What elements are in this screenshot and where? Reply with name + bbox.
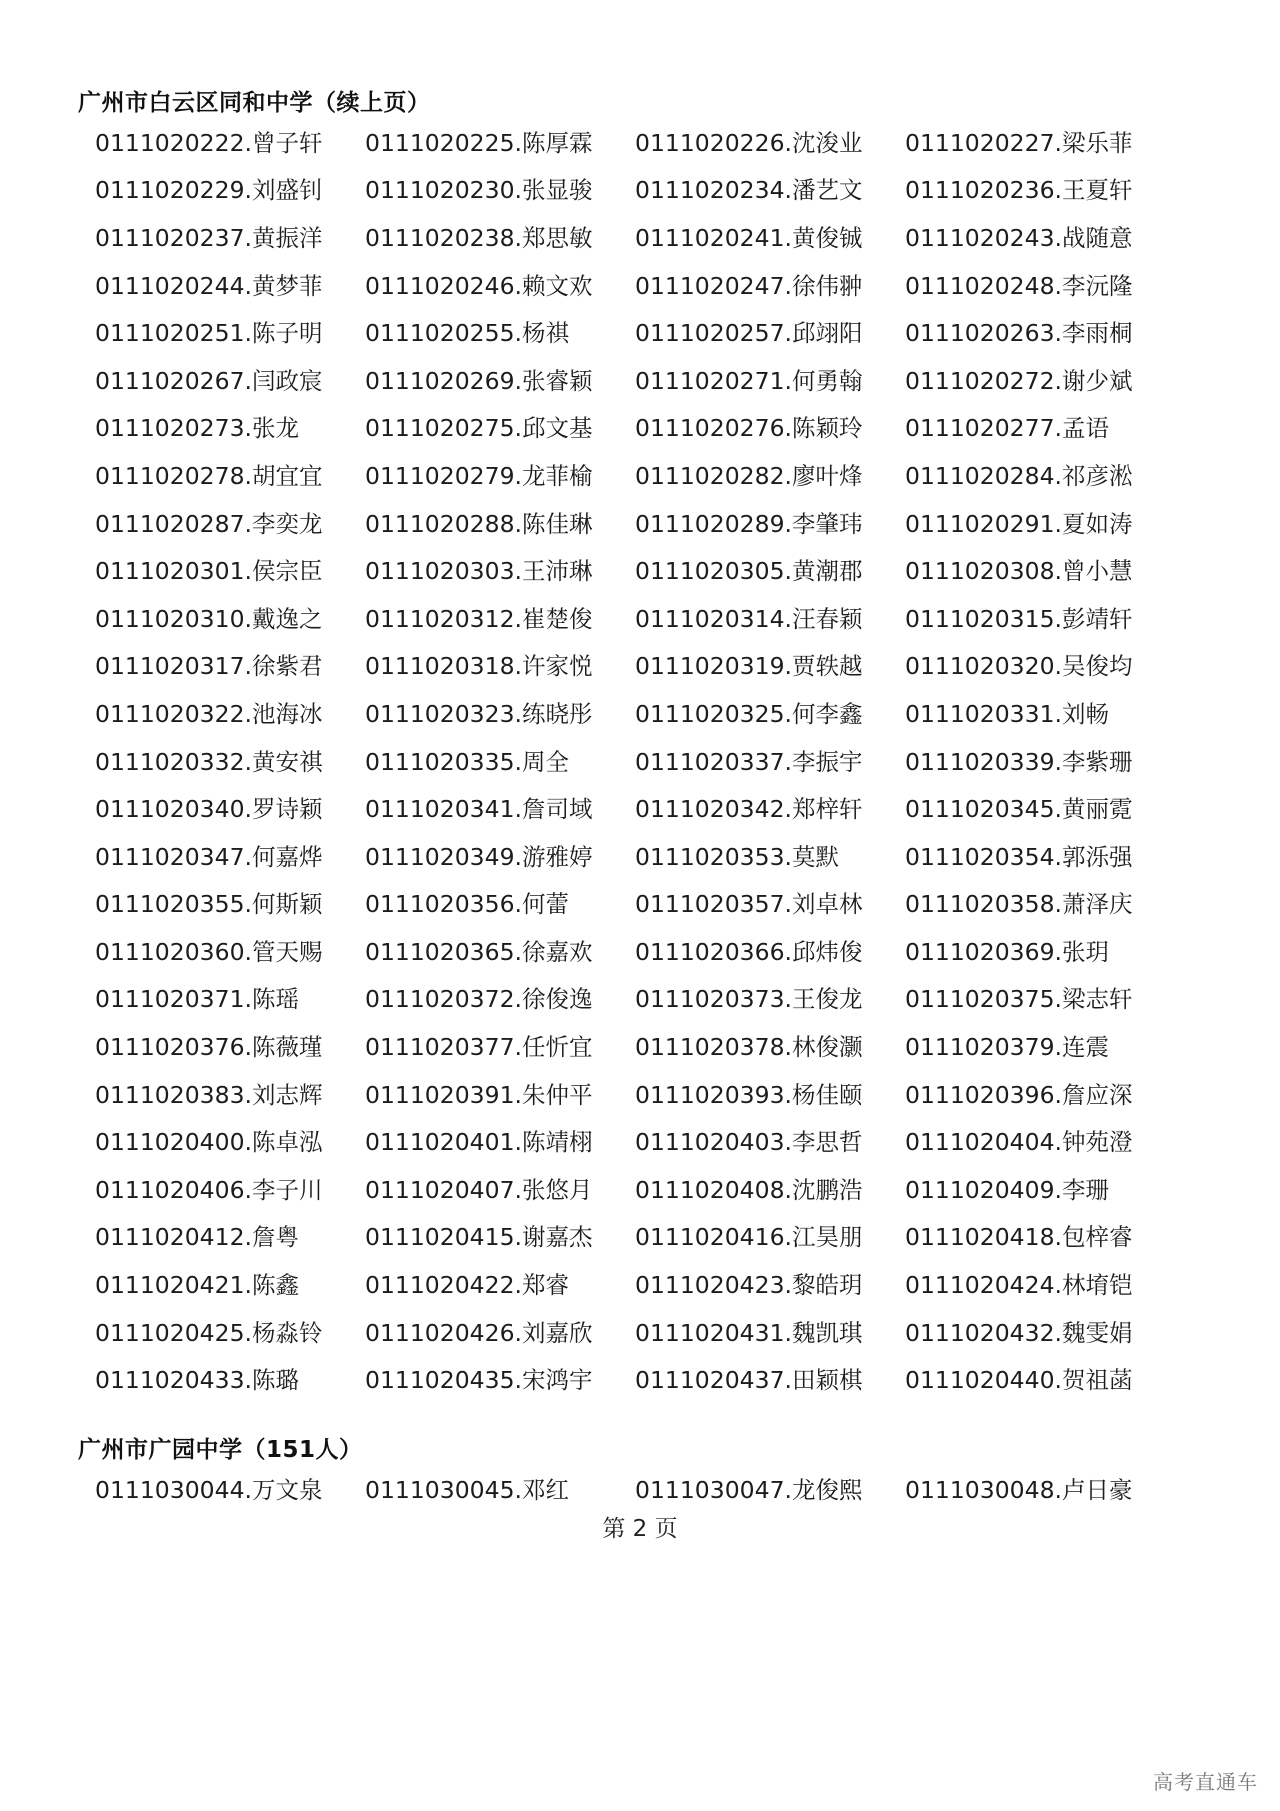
student-entry: 0111020406.李子川: [95, 1175, 323, 1204]
student-entry: 0111020345.黄丽霓: [905, 795, 1133, 824]
student-entry: 0111020341.詹司域: [365, 795, 593, 824]
student-entry: 0111030044.万文泉: [95, 1475, 323, 1504]
student-entry: 0111020279.龙菲榆: [365, 461, 593, 490]
student-entry: 0111020376.陈薇瑾: [95, 1033, 323, 1062]
student-entry: 0111020291.夏如涛: [905, 509, 1133, 538]
student-entry: 0111020318.许家悦: [365, 652, 593, 681]
student-row: [95, 879, 1205, 927]
student-row: [95, 783, 1205, 831]
student-row: [95, 1259, 1205, 1307]
student-list-tonghe: [95, 117, 1205, 1402]
student-entry: 0111020303.王沛琳: [365, 557, 593, 586]
student-row: [95, 926, 1205, 974]
student-entry: 0111020271.何勇翰: [635, 366, 863, 395]
student-entry: 0111020257.邱翊阳: [635, 319, 863, 348]
student-entry: 0111020358.萧泽庆: [905, 890, 1133, 919]
student-entry: 0111020409.李珊: [905, 1175, 1109, 1204]
student-entry: 0111020421.陈鑫: [95, 1271, 299, 1300]
student-entry: 0111020243.战随意: [905, 223, 1133, 252]
student-entry: 0111020247.徐伟翀: [635, 271, 863, 300]
student-entry: 0111020371.陈瑶: [95, 985, 299, 1014]
student-entry: 0111020369.张玥: [905, 937, 1109, 966]
student-row: [95, 688, 1205, 736]
student-entry: 0111020339.李紫珊: [905, 747, 1133, 776]
student-entry: 0111020356.何蕾: [365, 890, 569, 919]
student-row: [95, 355, 1205, 403]
student-entry: 0111020353.莫默: [635, 842, 839, 871]
student-entry: 0111020267.闫政宸: [95, 366, 323, 395]
student-row: [95, 545, 1205, 593]
student-entry: 0111020241.黄俊铖: [635, 223, 863, 252]
student-entry: 0111020332.黄安祺: [95, 747, 323, 776]
student-list-guangyuan: [95, 1464, 1205, 1512]
student-entry: 0111020403.李思哲: [635, 1128, 863, 1157]
student-entry: 0111020379.连震: [905, 1033, 1109, 1062]
student-entry: 0111020229.刘盛钊: [95, 176, 323, 205]
student-entry: 0111020238.郑思敏: [365, 223, 593, 252]
student-entry: 0111020308.曾小慧: [905, 557, 1133, 586]
student-entry: 0111020325.何李鑫: [635, 699, 863, 728]
student-entry: 0111020396.詹应深: [905, 1080, 1133, 1109]
watermark-text: 高考直通车: [1153, 1770, 1258, 1794]
student-entry: 0111020423.黎皓玥: [635, 1271, 863, 1300]
student-entry: 0111020237.黄振洋: [95, 223, 323, 252]
student-entry: 0111020226.沈浚业: [635, 128, 863, 157]
student-entry: 0111020383.刘志辉: [95, 1080, 323, 1109]
student-entry: 0111020401.陈靖栩: [365, 1128, 593, 1157]
student-entry: 0111020337.李振宇: [635, 747, 863, 776]
student-entry: 0111020277.孟语: [905, 414, 1109, 443]
student-row: [95, 1307, 1205, 1355]
student-entry: 0111020288.陈佳琳: [365, 509, 593, 538]
student-entry: 0111020355.何斯颖: [95, 890, 323, 919]
student-entry: 0111020225.陈厚霖: [365, 128, 593, 157]
student-entry: 0111020282.廖叶烽: [635, 461, 863, 490]
student-entry: 0111020435.宋鸿宇: [365, 1366, 593, 1395]
student-entry: 0111020331.刘畅: [905, 699, 1109, 728]
student-entry: 0111020433.陈璐: [95, 1366, 299, 1395]
student-entry: 0111020391.朱仲平: [365, 1080, 593, 1109]
student-entry: 0111020251.陈子明: [95, 319, 323, 348]
student-entry: 0111020276.陈颖玲: [635, 414, 863, 443]
student-entry: 0111020408.沈鹏浩: [635, 1175, 863, 1204]
student-entry: 0111020269.张睿颖: [365, 366, 593, 395]
student-entry: 0111020234.潘艺文: [635, 176, 863, 205]
student-row: [95, 641, 1205, 689]
student-entry: 0111020425.杨淼铃: [95, 1318, 323, 1347]
student-entry: 0111030047.龙俊熙: [635, 1475, 863, 1504]
student-entry: 0111020319.贾轶越: [635, 652, 863, 681]
student-entry: 0111020248.李沅隆: [905, 271, 1133, 300]
student-row: [95, 974, 1205, 1022]
student-entry: 0111020312.崔楚俊: [365, 604, 593, 633]
student-entry: 0111020315.彭靖轩: [905, 604, 1133, 633]
student-entry: 0111020287.李奕龙: [95, 509, 323, 538]
student-entry: 0111020418.包梓睿: [905, 1223, 1133, 1252]
student-entry: 0111020422.郑睿: [365, 1271, 569, 1300]
student-entry: 0111020372.徐俊逸: [365, 985, 593, 1014]
student-row: [95, 117, 1205, 165]
student-entry: 0111020432.魏雯娟: [905, 1318, 1133, 1347]
school-heading-guangyuan: 广州市广园中学（151人）: [78, 1437, 363, 1463]
student-entry: 0111020347.何嘉烨: [95, 842, 323, 871]
student-entry: 0111020289.李肇玮: [635, 509, 863, 538]
student-row: [95, 1021, 1205, 1069]
student-entry: 0111020440.贺祖菡: [905, 1366, 1133, 1395]
student-row: [95, 1464, 1205, 1512]
student-entry: 0111020354.郭泺强: [905, 842, 1133, 871]
student-entry: 0111020349.游雅婷: [365, 842, 593, 871]
student-entry: 0111020317.徐紫君: [95, 652, 323, 681]
student-entry: 0111020426.刘嘉欣: [365, 1318, 593, 1347]
student-row: [95, 498, 1205, 546]
student-entry: 0111020424.林堉铠: [905, 1271, 1133, 1300]
student-row: [95, 1212, 1205, 1260]
student-entry: 0111020278.胡宜宜: [95, 461, 323, 490]
student-entry: 0111020342.郑梓轩: [635, 795, 863, 824]
student-entry: 0111020393.杨佳颐: [635, 1080, 863, 1109]
student-row: [95, 831, 1205, 879]
student-entry: 0111020222.曾子轩: [95, 128, 323, 157]
student-entry: 0111020263.李雨桐: [905, 319, 1133, 348]
student-row: [95, 307, 1205, 355]
student-entry: 0111020255.杨祺: [365, 319, 569, 348]
student-entry: 0111020236.王夏轩: [905, 176, 1133, 205]
student-entry: 0111020244.黄梦菲: [95, 271, 323, 300]
student-entry: 0111020366.邱炜俊: [635, 937, 863, 966]
student-row: [95, 1116, 1205, 1164]
student-entry: 0111020275.邱文基: [365, 414, 593, 443]
student-entry: 0111020373.王俊龙: [635, 985, 863, 1014]
student-entry: 0111020273.张龙: [95, 414, 299, 443]
student-entry: 0111020365.徐嘉欢: [365, 937, 593, 966]
student-entry: 0111020360.管天赐: [95, 937, 323, 966]
student-row: [95, 165, 1205, 213]
page-number: 第 2 页: [602, 1516, 678, 1542]
student-entry: 0111020301.侯宗臣: [95, 557, 323, 586]
student-entry: 0111020340.罗诗颖: [95, 795, 323, 824]
student-row: [95, 450, 1205, 498]
student-entry: 0111030045.邓红: [365, 1475, 569, 1504]
student-row: [95, 736, 1205, 784]
student-entry: 0111020310.戴逸之: [95, 604, 323, 633]
student-row: [95, 1354, 1205, 1402]
student-entry: 0111020412.詹粤: [95, 1223, 299, 1252]
student-entry: 0111020378.林俊灏: [635, 1033, 863, 1062]
student-entry: 0111020284.祁彦淞: [905, 461, 1133, 490]
student-entry: 0111020404.钟苑澄: [905, 1128, 1133, 1157]
student-entry: 0111020305.黄潮郡: [635, 557, 863, 586]
student-row: [95, 260, 1205, 308]
student-entry: 0111020407.张悠月: [365, 1175, 593, 1204]
student-row: [95, 1164, 1205, 1212]
student-row: [95, 1069, 1205, 1117]
student-entry: 0111020375.梁志轩: [905, 985, 1133, 1014]
student-row: [95, 593, 1205, 641]
student-entry: 0111020377.任忻宜: [365, 1033, 593, 1062]
student-entry: 0111020335.周全: [365, 747, 569, 776]
student-entry: 0111020227.梁乐菲: [905, 128, 1133, 157]
student-row: [95, 403, 1205, 451]
student-entry: 0111020272.谢少斌: [905, 366, 1133, 395]
student-entry: 0111020323.练晓彤: [365, 699, 593, 728]
student-entry: 0111020314.汪春颖: [635, 604, 863, 633]
student-entry: 0111020322.池海冰: [95, 699, 323, 728]
student-entry: 0111020230.张显骏: [365, 176, 593, 205]
student-row: [95, 212, 1205, 260]
student-entry: 0111020437.田颖棋: [635, 1366, 863, 1395]
student-entry: 0111020320.吴俊均: [905, 652, 1133, 681]
student-entry: 0111020357.刘卓林: [635, 890, 863, 919]
student-entry: 0111020415.谢嘉杰: [365, 1223, 593, 1252]
student-entry: 0111020246.赖文欢: [365, 271, 593, 300]
student-entry: 0111020431.魏凯琪: [635, 1318, 863, 1347]
student-entry: 0111020416.江昊朋: [635, 1223, 863, 1252]
school-heading-tonghe: 广州市白云区同和中学（续上页）: [78, 90, 431, 116]
student-entry: 0111030048.卢日豪: [905, 1475, 1133, 1504]
student-entry: 0111020400.陈卓泓: [95, 1128, 323, 1157]
